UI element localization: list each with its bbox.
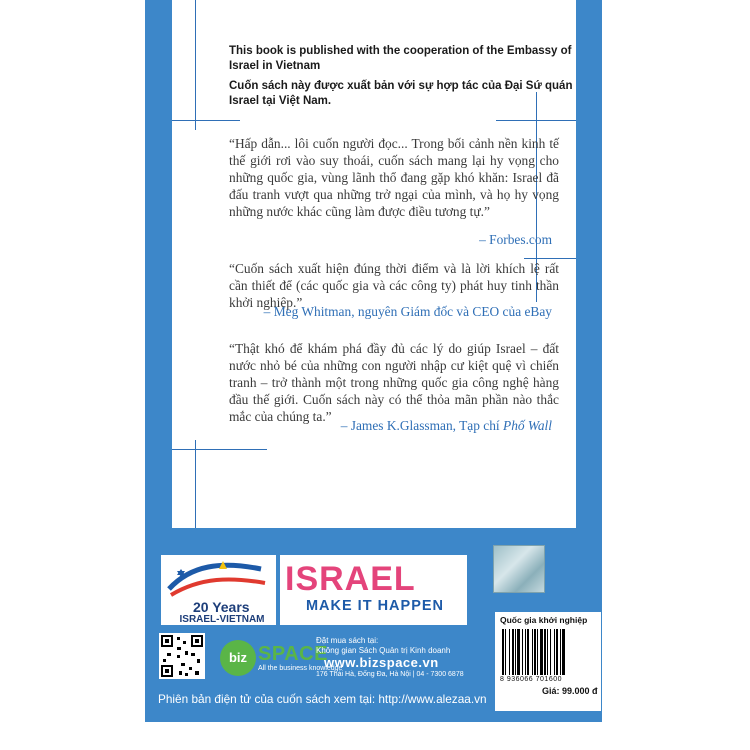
quote-meg-whitman: “Cuốn sách xuất hiện đúng thời điểm và là lời khích lệ rất cần thiết để (các quốc gia và các công ty) phát huy tinh thần khởi nghiệp.” xyxy=(229,261,559,310)
qr-code xyxy=(159,633,205,679)
israel-logo-word: ISRAEL xyxy=(285,560,416,598)
attribution-forbes: – Forbes.com xyxy=(479,232,552,247)
barcode-number: 8 936066 701600 xyxy=(500,676,562,683)
cooperation-notice-en: This book is published with the cooperation of the Embassy of Israel in Vietnam xyxy=(229,45,572,72)
israel-vietnam-text: ISRAEL-VIETNAM xyxy=(179,614,265,625)
bizspace-logo-circle: biz xyxy=(220,640,256,676)
barcode-bar xyxy=(527,629,529,675)
barcode-price: Giá: 99.000 đ xyxy=(542,686,598,696)
barcode-bar xyxy=(560,629,561,675)
hologram-sticker xyxy=(493,545,545,593)
barcode-bar xyxy=(534,629,536,675)
bizspace-website: www.bizspace.vn xyxy=(324,655,439,670)
barcode-bar xyxy=(550,629,551,675)
barcode-bar xyxy=(505,629,506,675)
barcode-bar xyxy=(522,629,523,675)
barcode-bar xyxy=(537,629,538,675)
barcode-icon xyxy=(500,629,596,675)
barcode-bar xyxy=(512,629,514,675)
purchase-place: Không gian Sách Quản trị Kinh doanh xyxy=(316,646,451,655)
make-it-happen-text: MAKE IT HAPPEN xyxy=(305,598,445,614)
purchase-label: Đặt mua sách tại: xyxy=(316,636,379,645)
bizspace-logo-word: SPACE xyxy=(258,643,328,665)
attribution-glassman: – James K.Glassman, Tạp chí Phố Wall xyxy=(340,418,552,433)
barcode-bar xyxy=(562,629,565,675)
purchase-info xyxy=(316,636,450,656)
attribution-meg-whitman: – Meg Whitman, nguyên Giám đốc và CEO của eBay xyxy=(263,304,552,319)
decor-line xyxy=(496,120,576,121)
bizspace-address: 176 Thái Hà, Đống Đa, Hà Nội | 04 - 7300 6878 xyxy=(316,671,464,678)
cooperation-notice-vi: Cuốn sách này được xuất bản với sự hợp tác của Đại Sứ quán Israel tại Việt Nam. xyxy=(229,80,573,107)
barcode-bar xyxy=(509,629,510,675)
decor-line xyxy=(195,440,196,528)
decor-line xyxy=(195,0,196,130)
decor-line xyxy=(172,449,267,450)
ebook-link-text: Phiên bản điện tử của cuốn sách xem tại: http://www.alezaa.vn xyxy=(158,692,487,706)
barcode-bar xyxy=(544,629,546,675)
barcode-bar xyxy=(540,629,543,675)
barcode-bar xyxy=(502,629,504,675)
quote-forbes: “Hấp dẫn... lôi cuốn người đọc... Trong bối cảnh nền kinh tế thế giới rơi vào suy thoái, cuốn sách mang lại hy vọng cho những quốc gia, vùng lãnh thổ đang gặp khó khăn: Israel đã đấu tranh vượt qua những trở ngại của mình, và họ hy vọng những nước khác cũng làm được điều tương tự.” xyxy=(229,136,559,219)
barcode-bar xyxy=(556,629,558,675)
flag-swoosh-icon xyxy=(161,555,276,599)
barcode-bar xyxy=(515,629,516,675)
barcode-bar xyxy=(554,629,555,675)
barcode-bar xyxy=(517,629,520,675)
twenty-years-text: 20 Years xyxy=(193,599,250,615)
barcode-bar xyxy=(547,629,548,675)
bizspace-tagline: All the business knowledge xyxy=(258,665,343,672)
barcode-bar xyxy=(525,629,526,675)
barcode-book-title: Quốc gia khởi nghiệp xyxy=(500,615,588,625)
decor-line xyxy=(172,120,240,121)
decor-line xyxy=(524,258,576,259)
barcode-bar xyxy=(532,629,533,675)
quote-glassman: “Thật khó để khám phá đầy đủ các lý do giúp Israel – đất nước nhỏ bé của những con người nhập cư kiệt quệ vì chiến tranh – trở thành một trong những quốc gia công nghệ hàng đầu thế giới. Cuốn sách này có thể thỏa mãn phần nào thắc mắc của chúng ta.” xyxy=(229,341,559,424)
